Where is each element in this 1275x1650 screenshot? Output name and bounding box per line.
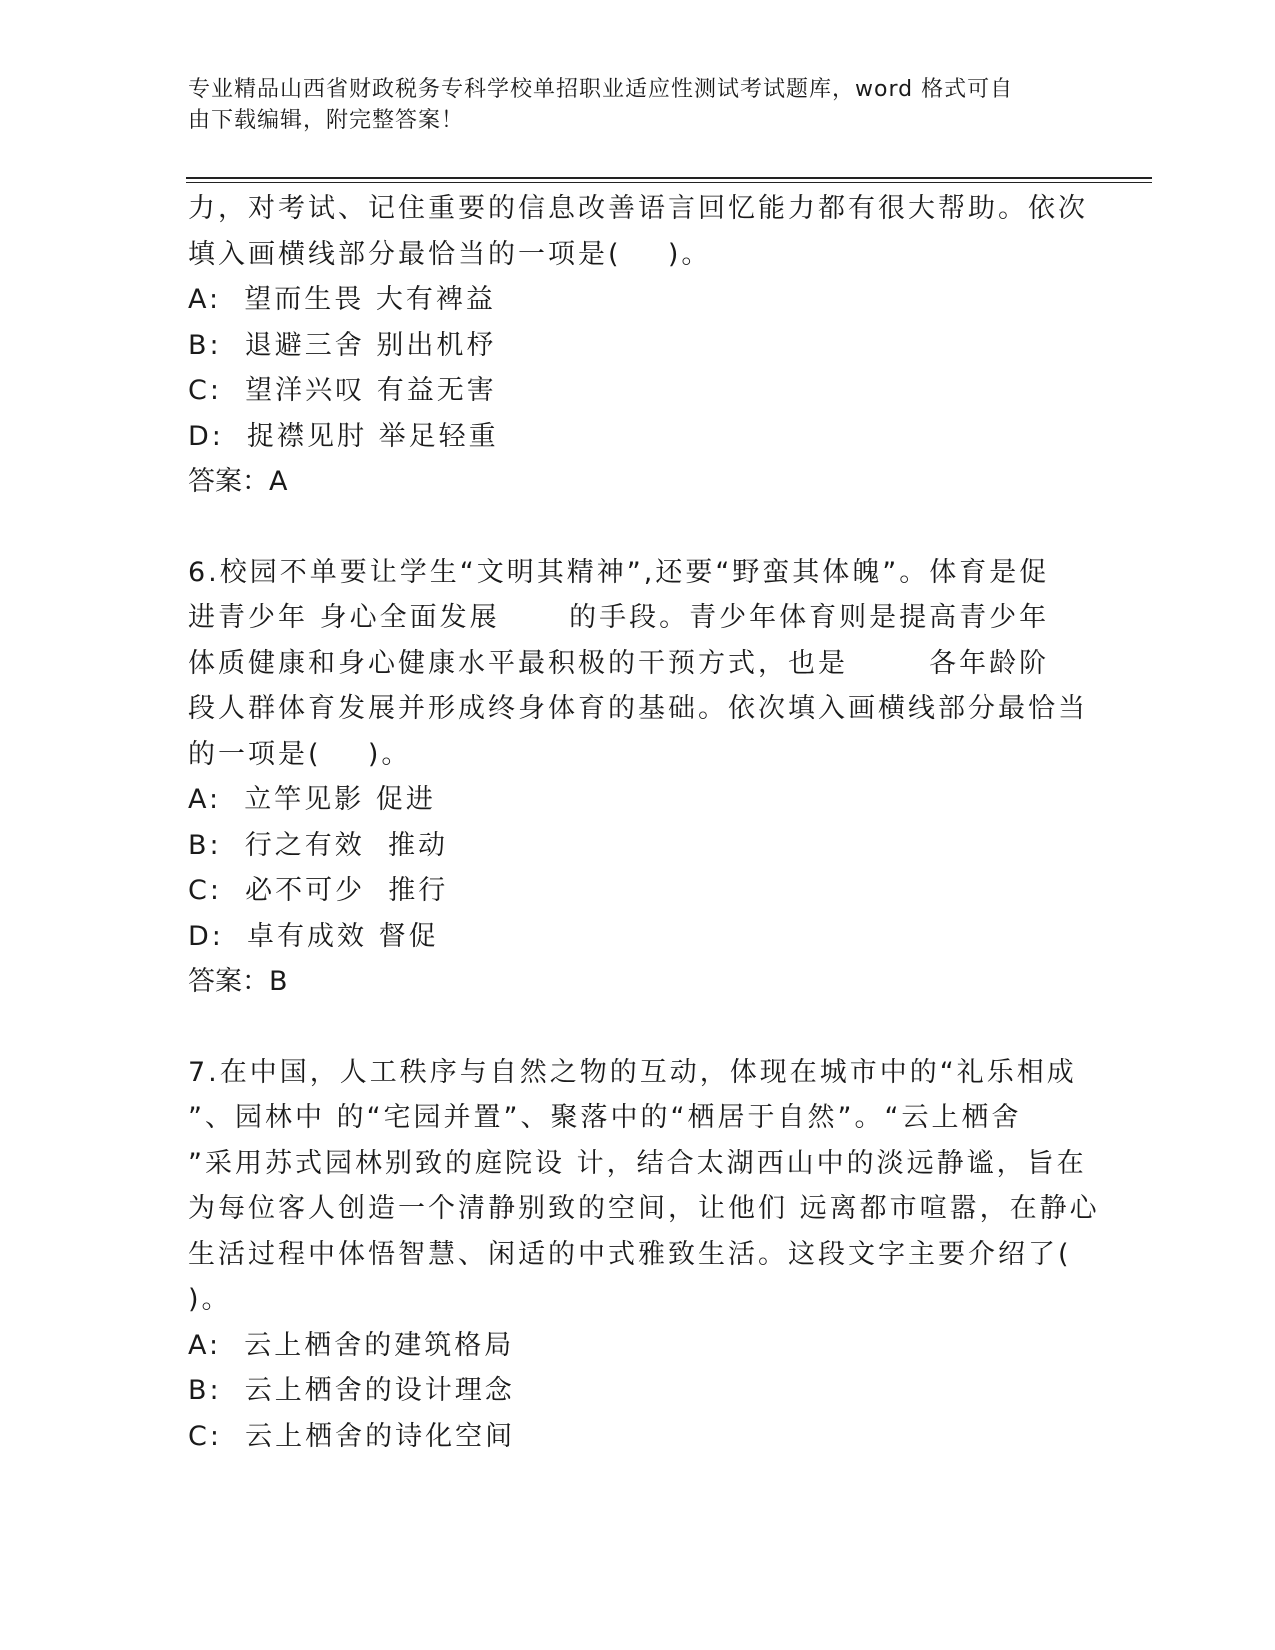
question-text-line: 进青少年 身心全面发展 的手段。青少年体育则是提高青少年 — [188, 602, 1050, 633]
page-content — [188, 186, 1100, 1459]
header-rule-thick — [186, 177, 1152, 179]
option-c: C: 望洋兴叹 有益无害 — [188, 375, 497, 406]
question-text-line: 7.在中国，人工秩序与自然之物的互动，体现在城市中的“礼乐相成 — [188, 1056, 1077, 1088]
option-d: D: 捉襟见肘 举足轻重 — [188, 420, 499, 452]
question-text-line: 段人群体育发展并形成终身体育的基础。依次填入画横线部分最恰当 — [188, 693, 1088, 724]
answer: 答案：B — [188, 966, 288, 997]
option-d: D: 卓有成效 督促 — [188, 920, 439, 952]
question-text-line: 体质健康和身心健康水平最积极的干预方式，也是 各年龄阶 — [188, 647, 1050, 679]
header-line-1: 专业精品山西省财政税务专科学校单招职业适应性测试考试题库，word 格式可自 — [188, 77, 1014, 102]
question-text-line: 的一项是( )。 — [188, 738, 412, 770]
option-c: C: 云上栖舍的诗化空间 — [188, 1420, 516, 1452]
question-text-line: 填入画横线部分最恰当的一项是( )。 — [188, 238, 712, 270]
option-a: A: 立竿见影 促进 — [188, 784, 436, 815]
question-text-line: ”、园林中 的“宅园并置”、聚落中的“栖居于自然”。“云上栖舍 — [188, 1102, 1022, 1133]
question-text-line: 6.校园不单要让学生“文明其精神”,还要“野蛮其体魄”。体育是促 — [188, 556, 1050, 588]
option-b: B: 云上栖舍的设计理念 — [188, 1375, 515, 1406]
option-c: C: 必不可少 推行 — [188, 875, 449, 906]
question-text-line: )。 — [188, 1284, 232, 1315]
question-6 — [188, 550, 1088, 1005]
header-rule-thin — [186, 182, 1152, 183]
option-a: A: 云上栖舍的建筑格局 — [188, 1329, 515, 1361]
question-text-line: 力，对考试、记住重要的信息改善语言回忆能力都有很大帮助。依次 — [188, 193, 1088, 224]
question-5 — [188, 186, 1088, 505]
question-text-line: ”采用苏式园林别致的庭院设 计，结合太湖西山中的淡远静谧，旨在 — [188, 1147, 1087, 1179]
answer: 答案：A — [188, 466, 288, 497]
question-7 — [188, 1050, 1100, 1460]
option-a: A: 望而生畏 大有裨益 — [188, 284, 496, 315]
question-text-line: 生活过程中体悟智慧、闲适的中式雅致生活。这段文字主要介绍了( — [188, 1238, 1072, 1270]
page-header — [188, 74, 1068, 136]
option-b: B: 退避三舍 别出机杼 — [188, 329, 497, 361]
header-line-2: 由下载编辑，附完整答案！ — [188, 108, 465, 133]
option-b: B: 行之有效 推动 — [188, 829, 448, 861]
question-text-line: 为每位客人创造一个清静别致的空间，让他们 远离都市喧嚣，在静心 — [188, 1193, 1100, 1224]
